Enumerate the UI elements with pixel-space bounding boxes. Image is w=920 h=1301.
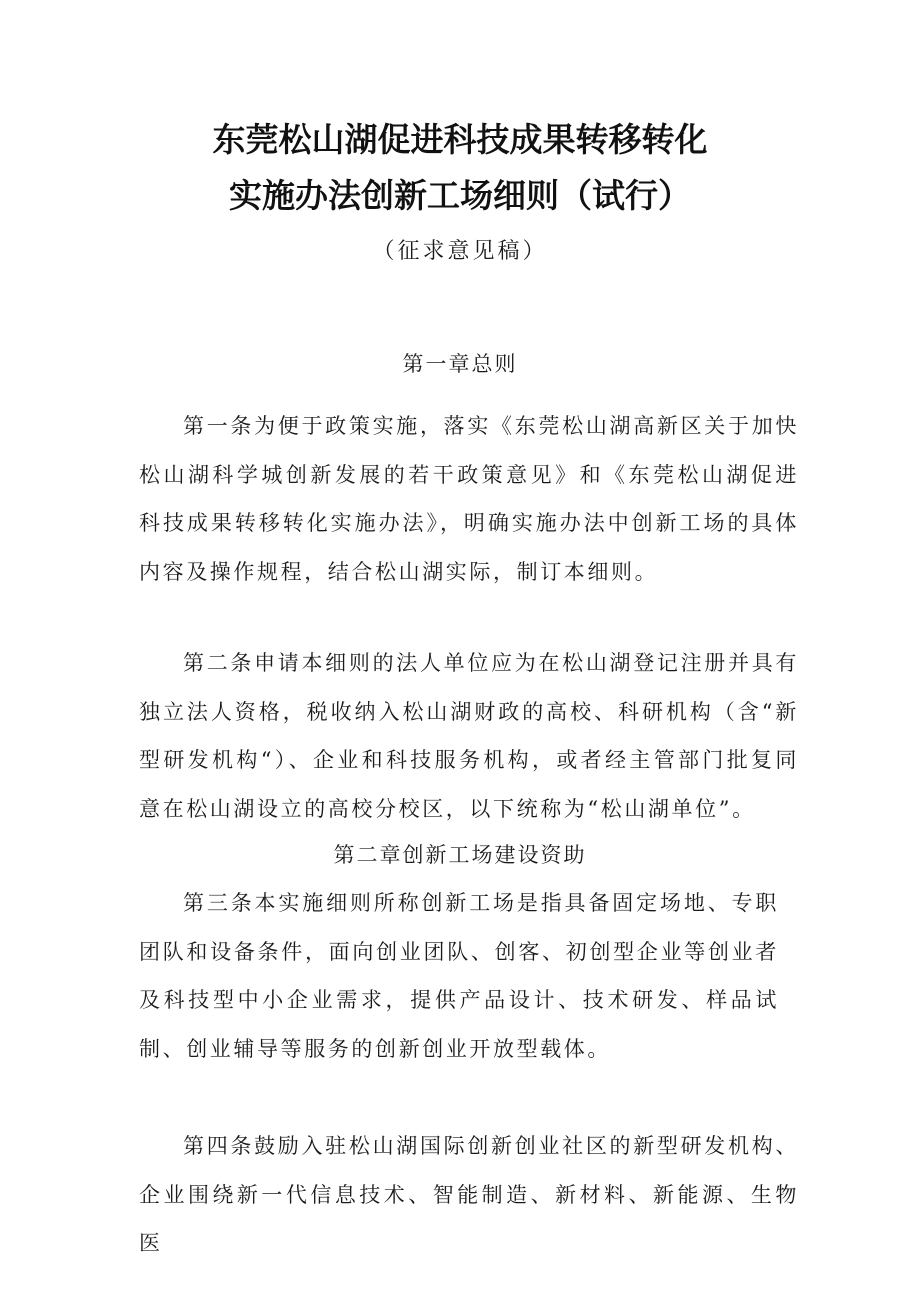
article-2-paragraph: 第二条申请本细则的法人单位应为在松山湖登记注册并具有独立法人资格，税收纳入松山湖财政的高校、科研机构（含“新型研发机构“）、企业和科技服务机构，或者经主管部门批复同意在松山湖设立的高校分校区，以下统称为“松山湖单位”。	[139, 651, 799, 821]
article-3-paragraph: 第三条本实施细则所称创新工场是指具备固定场地、专职团队和设备条件，面向创业团队、创客、初创型企业等创业者及科技型中小企业需求，提供产品设计、技术研发、样品试制、创业辅导等服务的创新创业开放型载体。	[139, 891, 779, 1061]
chapter-2-heading: 第二章创新工场建设资助	[333, 843, 587, 867]
article-4-paragraph: 第四条鼓励入驻松山湖国际创新创业社区的新型研发机构、企业围绕新一代信息技术、智能制造、新材料、新能源、生物医	[139, 1134, 799, 1255]
document-title-line-2: 实施办法创新工场细则（试行）	[229, 176, 691, 215]
article-1-paragraph: 第一条为便于政策实施，落实《东莞松山湖高新区关于加快松山湖科学城创新发展的若干政策意见》和《东莞松山湖促进科技成果转移转化实施办法》，明确实施办法中创新工场的具体内容及操作规程，结合松山湖实际，制订本细则。	[139, 414, 799, 584]
chapter-1-heading: 第一章总则	[402, 352, 518, 376]
document-title-line-1: 东莞松山湖促进科技成果转移转化	[212, 120, 708, 159]
document-subtitle: （征求意见稿）	[372, 239, 548, 264]
